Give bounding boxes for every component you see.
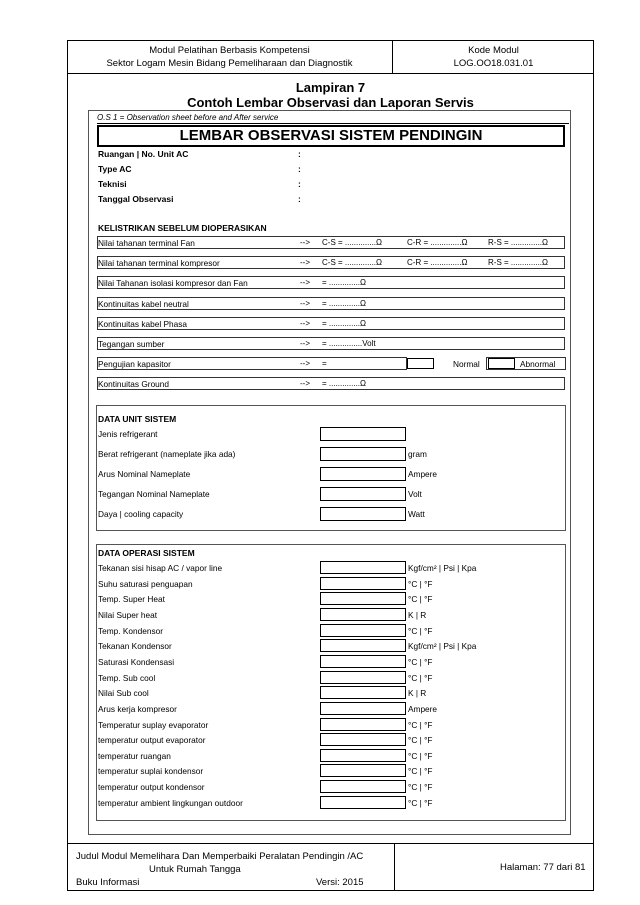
operation-data-label: temperatur suplai kondensor [98, 766, 204, 776]
operation-data-unit: °C | °F [408, 626, 433, 636]
measurement-field[interactable]: = ..............Ω [322, 319, 366, 328]
unit-data-input[interactable] [320, 447, 406, 461]
unit-data-input[interactable] [320, 467, 406, 481]
appendix-subtitle: Contoh Lembar Observasi dan Laporan Servis [187, 95, 474, 110]
measurement-field[interactable]: = [322, 359, 327, 368]
unit-data-input[interactable] [320, 427, 406, 441]
sheet-caption: O.S 1 = Observation sheet before and After service [97, 113, 279, 122]
measurement-field[interactable]: C-S = ..............Ω [322, 238, 382, 247]
operation-data-unit: °C | °F [408, 751, 433, 761]
footer-page-number: Halaman: 77 dari 81 [500, 862, 586, 873]
info-field-colon: : [298, 164, 301, 174]
footer-version: Versi: 2015 [316, 877, 364, 888]
operation-data-input[interactable] [320, 749, 406, 762]
footer-book-type: Buku Informasi [76, 877, 140, 888]
arrow-indicator: --> [300, 278, 310, 287]
measurement-field[interactable]: R-S = ..............Ω [488, 258, 548, 267]
operation-data-input[interactable] [320, 780, 406, 793]
arrow-indicator: --> [300, 238, 310, 247]
operation-data-label: Tekanan Kondensor [98, 641, 172, 651]
unit-data-label: Daya | cooling capacity [98, 509, 184, 519]
operation-data-title: DATA OPERASI SISTEM [98, 548, 195, 558]
operation-data-input[interactable] [320, 655, 406, 668]
capacitor-normal-checkbox[interactable] [407, 358, 434, 369]
operation-data-label: temperatur ambient lingkungan outdoor [98, 798, 243, 808]
operation-data-label: Saturasi Kondensasi [98, 657, 175, 667]
operation-data-label: temperatur ruangan [98, 751, 171, 761]
sheet-main-title: LEMBAR OBSERVASI SISTEM PENDINGIN [97, 125, 565, 147]
measurement-field[interactable]: = ..............Ω [322, 299, 366, 308]
operation-data-label: Suhu saturasi penguapan [98, 579, 193, 589]
operation-data-label: Temp. Kondensor [98, 626, 164, 636]
operation-data-label: Nilai Super heat [98, 610, 158, 620]
operation-data-input[interactable] [320, 686, 406, 699]
operation-data-input[interactable] [320, 608, 406, 621]
electrical-row-label: Pengujian kapasitor [98, 359, 171, 369]
measurement-field[interactable]: C-R = ..............Ω [407, 258, 468, 267]
electrical-row-frame [97, 357, 407, 370]
arrow-indicator: --> [300, 379, 310, 388]
operation-data-unit: °C | °F [408, 594, 433, 604]
operation-data-label: Arus kerja kompresor [98, 704, 177, 714]
electrical-row-label: Nilai tahanan terminal Fan [98, 238, 195, 248]
footer-divider [394, 843, 395, 891]
operation-data-input[interactable] [320, 733, 406, 746]
unit-data-unit: gram [408, 449, 427, 459]
capacitor-normal-label: Normal [453, 359, 480, 369]
operation-data-label: Temp. Sub cool [98, 673, 156, 683]
operation-data-input[interactable] [320, 639, 406, 652]
electrical-row-label: Kontinuitas kabel neutral [98, 299, 189, 309]
operation-data-unit: °C | °F [408, 735, 433, 745]
unit-data-unit: Volt [408, 489, 422, 499]
operation-data-input[interactable] [320, 671, 406, 684]
electrical-row-label: Nilai Tahanan isolasi kompresor dan Fan [98, 278, 248, 288]
operation-data-label: Temp. Super Heat [98, 594, 165, 604]
unit-data-unit: Ampere [408, 469, 438, 479]
info-field-label: Teknisi [98, 179, 127, 189]
measurement-field[interactable]: = ...............Volt [322, 339, 376, 348]
electrical-row-label: Tegangan sumber [98, 339, 165, 349]
operation-data-label: Tekanan sisi hisap AC / vapor line [98, 563, 223, 573]
operation-data-input[interactable] [320, 561, 406, 574]
operation-data-label: Nilai Sub cool [98, 688, 149, 698]
arrow-indicator: --> [300, 319, 310, 328]
electrical-section-title: KELISTRIKAN SEBELUM DIOPERASIKAN [98, 223, 267, 233]
arrow-indicator: --> [300, 339, 310, 348]
unit-data-label: Berat refrigerant (nameplate jika ada) [98, 449, 236, 459]
operation-data-unit: °C | °F [408, 782, 433, 792]
operation-data-label: Temperatur suplay evaporator [98, 720, 209, 730]
operation-data-unit: K | R [408, 610, 427, 620]
arrow-indicator: --> [300, 299, 310, 308]
info-field-colon: : [298, 194, 301, 204]
appendix-title: Lampiran 7 [295, 80, 366, 95]
operation-data-unit: °C | °F [408, 579, 433, 589]
operation-data-unit: Kgf/cm² | Psi | Kpa [408, 641, 477, 651]
operation-data-input[interactable] [320, 796, 406, 809]
capacitor-abnormal-label: Abnormal [520, 359, 556, 369]
header-sector: Sektor Logam Mesin Bidang Pemeliharaan dan Diagnostik [106, 58, 353, 69]
measurement-field[interactable]: C-S = ..............Ω [322, 258, 382, 267]
footer-module-title: Judul Modul Memelihara Dan Memperbaiki Peralatan Pendingin /AC [76, 851, 364, 862]
operation-data-unit: °C | °F [408, 673, 433, 683]
operation-data-input[interactable] [320, 764, 406, 777]
operation-data-label: temperatur output kondensor [98, 782, 205, 792]
unit-data-title: DATA UNIT SISTEM [98, 414, 177, 424]
measurement-field[interactable]: = ..............Ω [322, 278, 366, 287]
operation-data-label: temperatur output evaporator [98, 735, 206, 745]
caption-underline [97, 123, 569, 124]
unit-data-input[interactable] [320, 487, 406, 501]
info-field-label: Type AC [98, 164, 132, 174]
operation-data-unit: °C | °F [408, 766, 433, 776]
unit-data-label: Jenis refrigerant [98, 429, 158, 439]
header-code-value: LOG.OO18.031.01 [453, 58, 534, 69]
unit-data-input[interactable] [320, 507, 406, 521]
operation-data-unit: Ampere [408, 704, 438, 714]
unit-data-label: Tegangan Nominal Nameplate [98, 489, 210, 499]
unit-data-unit: Watt [408, 509, 425, 519]
measurement-field[interactable]: C-R = ..............Ω [407, 238, 468, 247]
arrow-indicator: --> [300, 359, 310, 368]
operation-data-input[interactable] [320, 702, 406, 715]
abnormal-option-frame [486, 357, 566, 370]
operation-data-input[interactable] [320, 592, 406, 605]
measurement-field[interactable]: = ..............Ω [322, 379, 366, 388]
operation-data-input[interactable] [320, 624, 406, 637]
info-field-colon: : [298, 149, 301, 159]
footer-module-title-cont: Untuk Rumah Tangga [149, 864, 241, 875]
arrow-indicator: --> [300, 258, 310, 267]
measurement-field[interactable]: R-S = ..............Ω [488, 238, 548, 247]
operation-data-unit: °C | °F [408, 720, 433, 730]
operation-data-unit: Kgf/cm² | Psi | Kpa [408, 563, 477, 573]
electrical-row-label: Nilai tahanan terminal kompresor [98, 258, 220, 268]
operation-data-input[interactable] [320, 577, 406, 590]
info-field-label: Tanggal Observasi [98, 194, 174, 204]
unit-data-label: Arus Nominal Nameplate [98, 469, 191, 479]
info-field-label: Ruangan | No. Unit AC [98, 149, 189, 159]
operation-data-unit: °C | °F [408, 798, 433, 808]
electrical-row-label: Kontinuitas kabel Phasa [98, 319, 188, 329]
operation-data-input[interactable] [320, 718, 406, 731]
operation-data-unit: K | R [408, 688, 427, 698]
header-code-label: Kode Modul [468, 45, 519, 56]
info-field-colon: : [298, 179, 301, 189]
header-module-type: Modul Pelatihan Berbasis Kompetensi [149, 45, 310, 56]
operation-data-unit: °C | °F [408, 657, 433, 667]
electrical-row-label: Kontinuitas Ground [98, 379, 170, 389]
